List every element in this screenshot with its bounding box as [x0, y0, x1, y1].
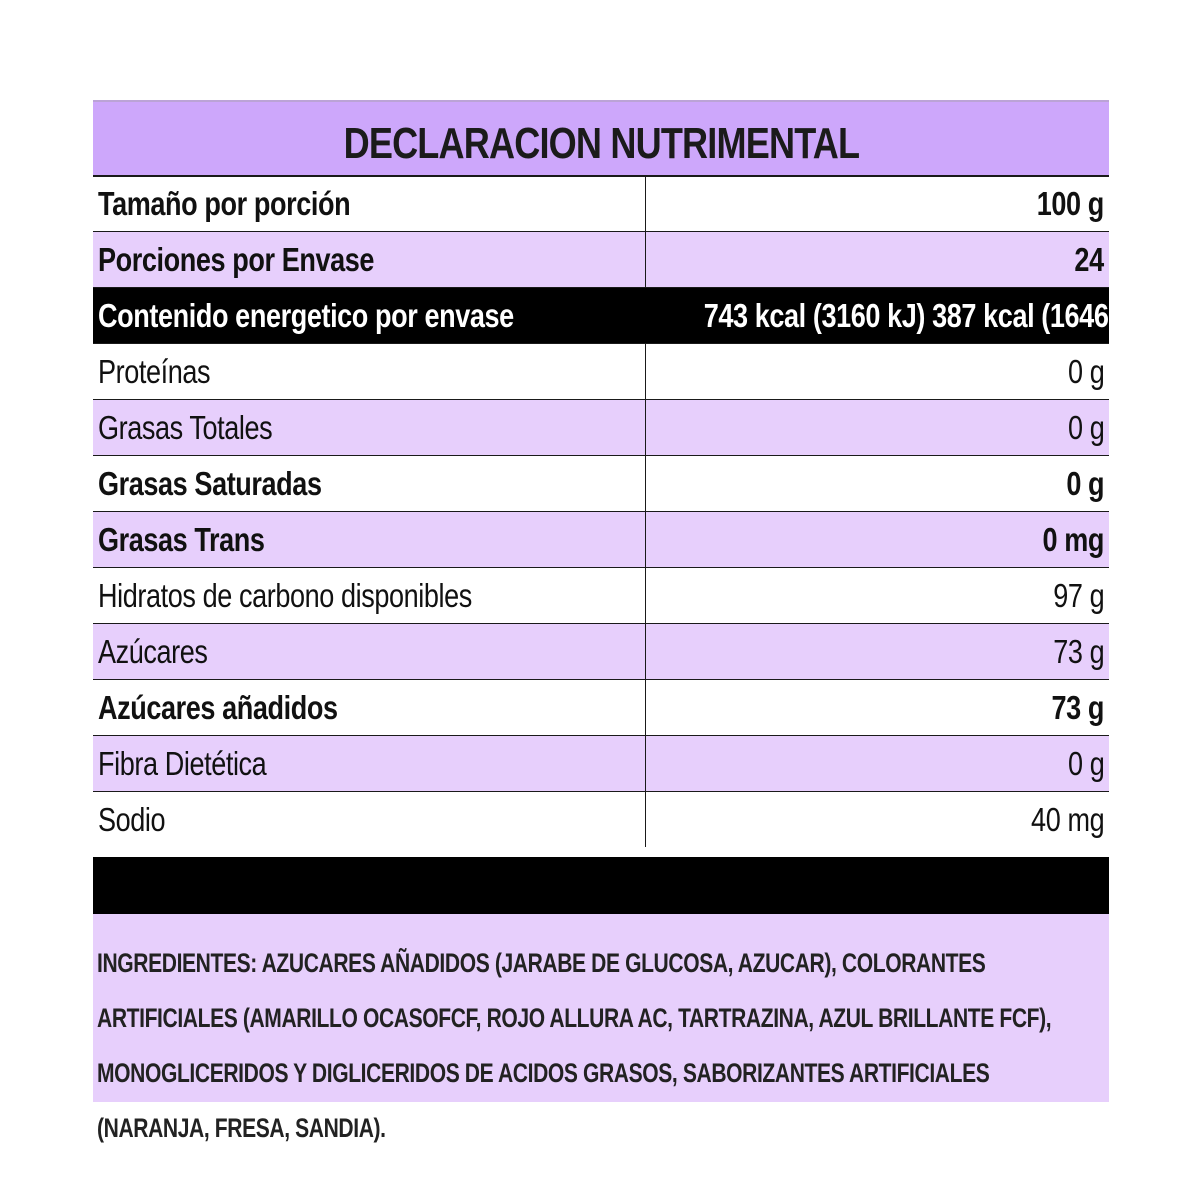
- table-row-dietary-fiber: [93, 735, 1109, 791]
- row-value-cell: [646, 232, 1109, 287]
- separator-band: [93, 857, 1109, 914]
- row-label: Tamaño por porción: [98, 185, 351, 222]
- row-value: 100 g: [1036, 185, 1104, 222]
- row-value: 0 g: [1067, 352, 1104, 390]
- row-value-cell: [646, 736, 1109, 791]
- row-label: Grasas Trans: [98, 520, 265, 558]
- nutrition-table: [93, 175, 1154, 847]
- row-label: Grasas Totales: [98, 408, 273, 446]
- row-value: 0 g: [1067, 744, 1104, 782]
- table-row-protein: [93, 343, 1109, 399]
- row-label-cell: [93, 456, 646, 511]
- row-value: 0 mg: [1042, 520, 1104, 558]
- row-label-cell: [93, 680, 646, 735]
- table-row-sugars: [93, 623, 1109, 679]
- row-label-cell: [93, 512, 646, 567]
- title-bar: [93, 102, 1109, 175]
- row-label: Hidratos de carbono disponibles: [98, 576, 472, 614]
- table-row-carbohydrates: [93, 567, 1109, 623]
- row-value-cell: [646, 568, 1109, 623]
- row-value-cell: [646, 680, 1109, 735]
- row-value: 73 g: [1051, 688, 1104, 726]
- row-label-cell: [93, 736, 646, 791]
- row-label-cell: [93, 400, 646, 455]
- row-value: 0 g: [1067, 408, 1104, 446]
- row-label-cell: [93, 792, 646, 847]
- row-value: 24: [1074, 240, 1104, 278]
- ingredients-section: [93, 914, 1109, 1143]
- nutrition-label: [93, 100, 1154, 1143]
- row-label: Proteínas: [98, 352, 211, 390]
- table-row-serving-size: [93, 175, 1109, 231]
- row-label: Azúcares añadidos: [98, 688, 338, 726]
- row-value: 743 kcal (3160 kJ) 387 kcal (1646 kJ): [703, 296, 1154, 334]
- row-value-cell: [646, 400, 1109, 455]
- row-value-cell: [646, 456, 1109, 511]
- row-label-cell: [93, 568, 646, 623]
- ingredients-text: INGREDIENTES: AZUCARES AÑADIDOS (JARABE DE GLUCOSA, AZUCAR), COLORANTES ARTIFICIALES (AMARILLO OCASOFCF, ROJO ALLURA AC, TARTRAZINA, AZUL BRILLANTE FCF), MONOGLICERIDOS Y DIGLICERIDOS DE ACIDOS GRASOS, SABORIZANTES ARTIFICIALES (NARANJA, FRESA, SANDIA).: [97, 948, 1052, 1143]
- table-row-energy: [93, 287, 1154, 343]
- row-label: Porciones por Envase: [98, 240, 375, 278]
- row-value: 97 g: [1052, 576, 1104, 614]
- row-value-cell: [646, 624, 1109, 679]
- row-label-cell: [93, 344, 646, 399]
- row-value-cell: [646, 792, 1109, 847]
- table-row-servings-per-container: [93, 231, 1109, 287]
- label-title: DECLARACION NUTRIMENTAL: [343, 118, 859, 168]
- row-value: 0 g: [1066, 464, 1104, 502]
- row-label-cell: [93, 624, 646, 679]
- row-value-cell: [646, 177, 1109, 231]
- row-label: Azúcares: [98, 632, 208, 670]
- row-label: Fibra Dietética: [98, 744, 267, 782]
- row-value-cell: [605, 288, 1193, 343]
- row-label: Contenido energetico por envase: [98, 296, 514, 334]
- table-row-trans-fat: [93, 511, 1109, 567]
- table-row-added-sugars: [93, 679, 1109, 735]
- row-label: Grasas Saturadas: [98, 464, 322, 502]
- row-value: 40 mg: [1030, 800, 1104, 838]
- row-label-cell: [93, 288, 605, 343]
- row-label-cell: [93, 177, 646, 231]
- row-label: Sodio: [98, 800, 166, 838]
- row-value-cell: [646, 512, 1109, 567]
- row-value-cell: [646, 344, 1109, 399]
- row-label-cell: [93, 232, 646, 287]
- row-value: 73 g: [1052, 632, 1104, 670]
- table-row-total-fat: [93, 399, 1109, 455]
- table-row-sodium: [93, 791, 1109, 847]
- table-row-saturated-fat: [93, 455, 1109, 511]
